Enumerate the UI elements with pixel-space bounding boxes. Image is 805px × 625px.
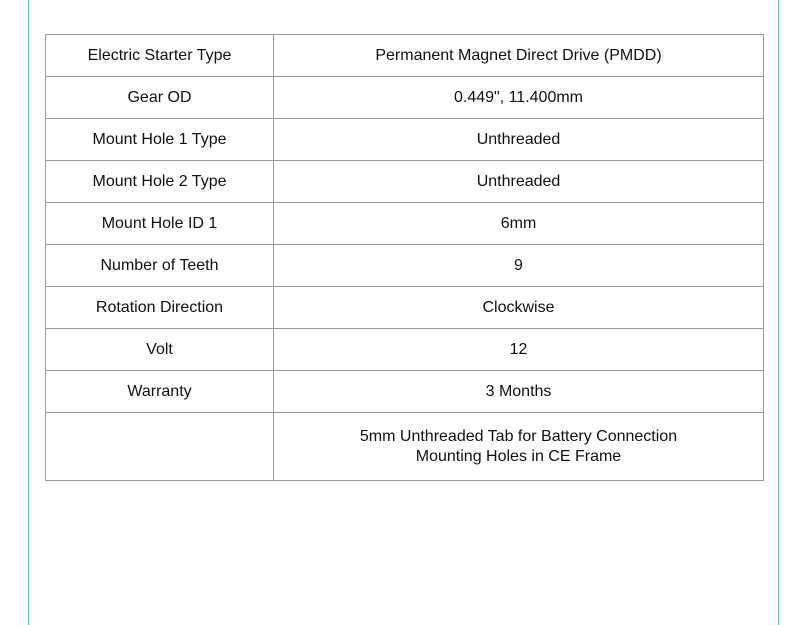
spec-label: Mount Hole ID 1 — [46, 203, 274, 245]
spec-value: 3 Months — [274, 371, 764, 413]
note-line: Mounting Holes in CE Frame — [415, 447, 622, 465]
spec-label: Electric Starter Type — [46, 35, 274, 77]
spec-label: Volt — [46, 329, 274, 371]
notes-value — [274, 413, 764, 481]
notes-label — [46, 413, 274, 481]
spec-label: Number of Teeth — [46, 245, 274, 287]
table-row — [46, 119, 764, 161]
spec-value: Clockwise — [274, 287, 764, 329]
table-row — [46, 371, 764, 413]
table-row — [46, 35, 764, 77]
table-row-notes — [46, 413, 764, 481]
table-row — [46, 77, 764, 119]
spec-label: Mount Hole 2 Type — [46, 161, 274, 203]
spec-label: Gear OD — [46, 77, 274, 119]
table-row — [46, 287, 764, 329]
spec-value: 9 — [274, 245, 764, 287]
table-row — [46, 161, 764, 203]
spec-label: Warranty — [46, 371, 274, 413]
table-row — [46, 203, 764, 245]
table-row — [46, 329, 764, 371]
spec-value: 6mm — [274, 203, 764, 245]
spec-value: 0.449", 11.400mm — [274, 77, 764, 119]
content-border-right — [778, 0, 779, 625]
spec-label: Rotation Direction — [46, 287, 274, 329]
specifications-table — [45, 34, 764, 481]
table-row — [46, 245, 764, 287]
spec-label: Mount Hole 1 Type — [46, 119, 274, 161]
note-line: 5mm Unthreaded Tab for Battery Connection — [359, 427, 678, 445]
spec-value: 12 — [274, 329, 764, 371]
content-border-left — [28, 0, 29, 625]
spec-value: Permanent Magnet Direct Drive (PMDD) — [274, 35, 764, 77]
spec-value: Unthreaded — [274, 161, 764, 203]
spec-value: Unthreaded — [274, 119, 764, 161]
